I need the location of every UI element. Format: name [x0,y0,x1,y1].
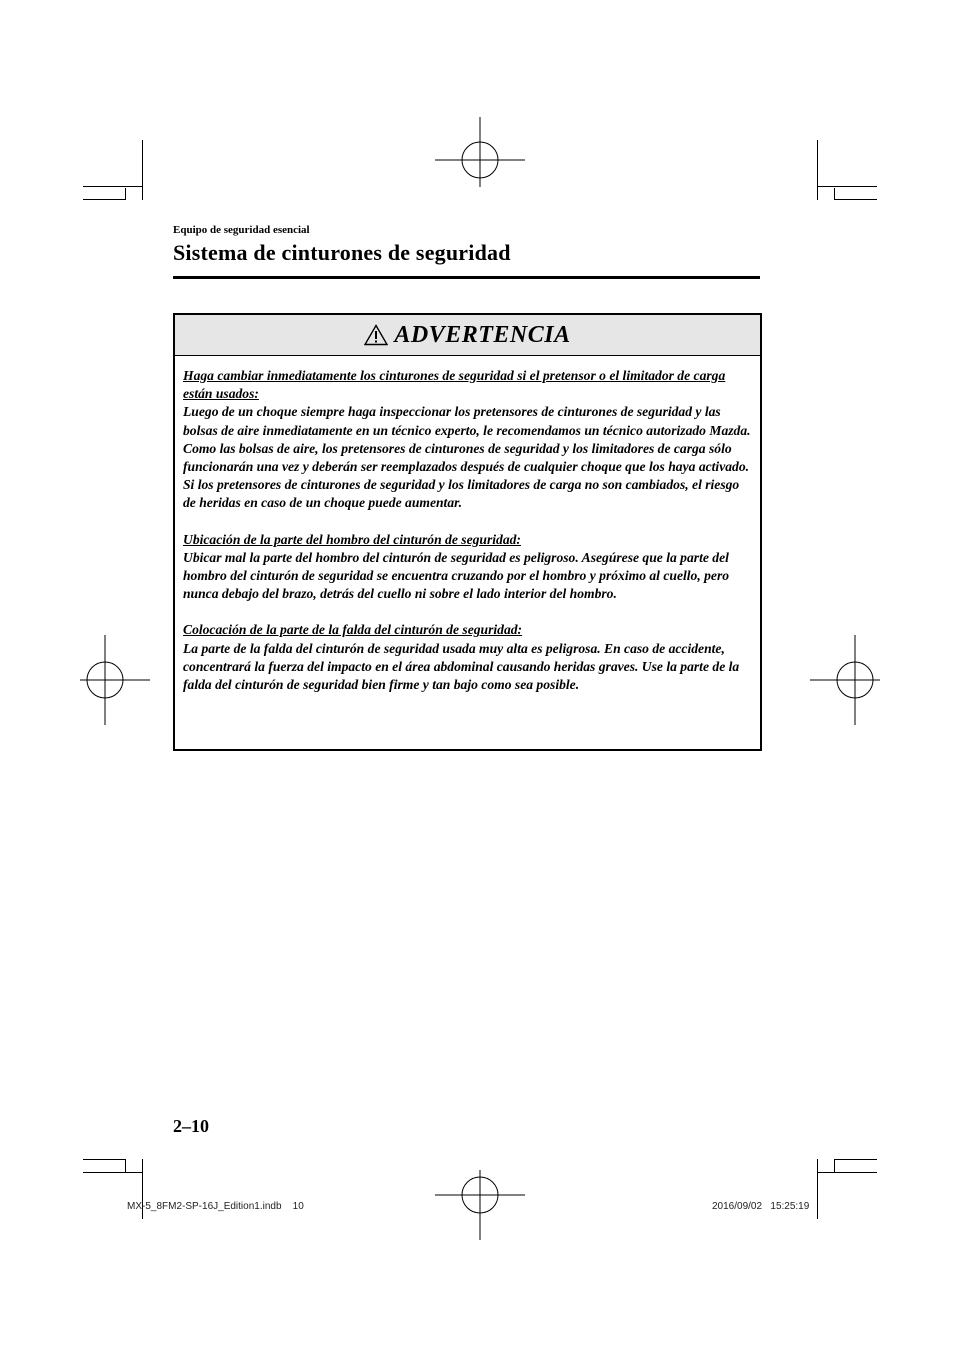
crop-mark [834,199,877,200]
warning-paragraph [183,367,752,513]
warning-text: La parte de la falda del cinturón de seguridad usada muy alta es peligrosa. En caso de accidente, concentrará la fuerza del impacto en el área abdominal causando heridas graves. Use la parte de la falda del cinturón de seguridad bien firme y tan bajo como sea posible. [183,640,740,693]
crop-mark [142,140,143,200]
crop-mark [834,1160,835,1172]
crop-mark [817,140,818,200]
footer-file: MX-5_8FM2-SP-16J_Edition1.indb 10 [127,1201,304,1212]
crop-mark [817,1172,877,1173]
warning-paragraph [183,621,752,694]
registration-mark-icon [810,635,900,725]
footer-timestamp: 2016/09/02 15:25:19 [712,1201,810,1212]
page-title: Sistema de cinturones de seguridad [173,240,511,265]
warning-label: ADVERTENCIA [394,321,571,348]
warning-text: Luego de un choque siempre haga inspeccionar los pretensores de cinturones de seguridad y las bolsas de aire inmediatamente en un técnico experto, le recomendamos un técnico autorizado Mazda. Como las bolsas de aire, los pretensores de cinturones de seguridad y los limitadores de carga sólo funcionarán una vez y deberán ser reemplazados después de cualquier choque que los haya activado. Si los pretensores de cinturones de seguridad y los limitadores de carga no son cambiados, el riesgo de heridas en caso de un choque puede aumentar. [183,404,751,511]
crop-mark [83,1159,126,1160]
registration-mark-icon [60,635,150,725]
crop-mark [125,1160,126,1172]
warning-text: Ubicar mal la parte del hombro del cinturón de seguridad es peligroso. Asegúrese que la parte del hombro del cinturón de seguridad se encuentra cruzando por el hombro y próximo al cuello, pero nunca debajo del brazo, detrás del cuello ni sobre el lado interior del hombro. [183,549,730,602]
crop-mark [817,1159,818,1219]
warning-heading: Colocación de la parte de la falda del cinturón de seguridad: [183,622,523,638]
warning-box [173,313,762,751]
warning-header [175,315,760,356]
crop-mark [83,186,143,187]
registration-mark-icon [435,1150,525,1240]
title-divider [173,276,760,279]
warning-triangle-icon [364,324,388,346]
crop-mark [834,1159,877,1160]
page-number: 2–10 [173,1116,209,1136]
section-label: Equipo de seguridad esencial [173,224,310,236]
warning-heading: Ubicación de la parte del hombro del cinturón de seguridad: [183,531,521,547]
crop-mark [83,1172,143,1173]
warning-body [175,356,760,694]
crop-mark [817,186,877,187]
warning-heading: Haga cambiar inmediatamente los cinturones de seguridad si el pretensor o el limitador de carga están usados: [183,368,726,402]
crop-mark [83,199,126,200]
warning-paragraph [183,531,752,604]
registration-mark-icon [435,117,525,207]
